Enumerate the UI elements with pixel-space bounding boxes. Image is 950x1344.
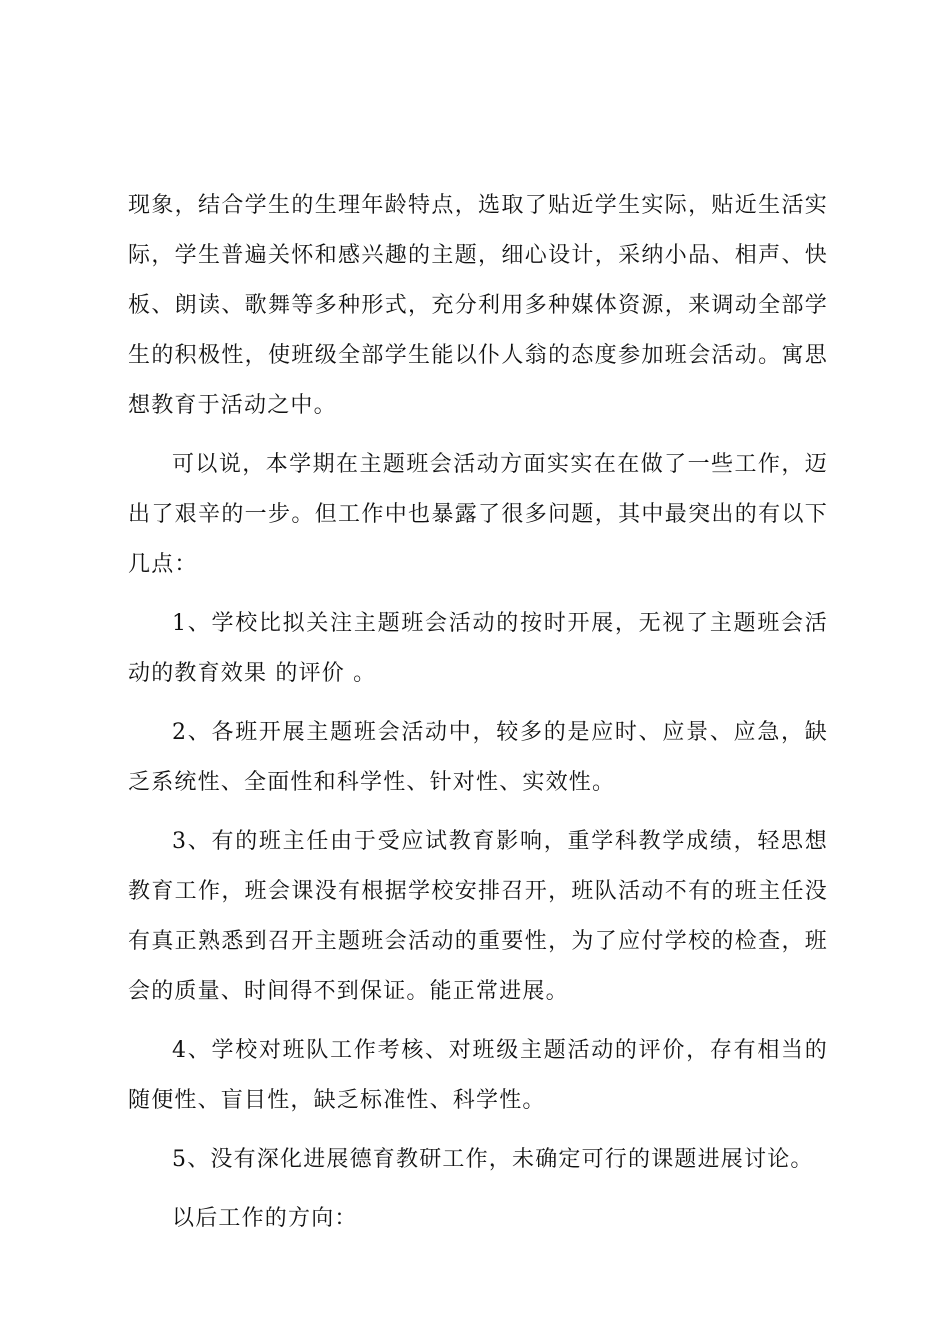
document-body <box>128 181 828 1253</box>
paragraph-problem-4: 4、学校对班队工作考核、对班级主题活动的评价，存有相当的随便性、盲目性，缺乏标准性、科学性。 <box>128 1038 828 1113</box>
paragraph-problem-2: 2、各班开展主题班会活动中，较多的是应时、应景、应急，缺乏系统性、全面性和科学性、针对性、实效性。 <box>128 720 828 795</box>
paragraph-problem-3: 3、有的班主任由于受应试教育影响，重学科教学成绩，轻思想教育工作，班会课没有根据学校安排召开，班队活动不有的班主任没有真正熟悉到召开主题班会活动的重要性，为了应付学校的检查，班会的质量、时间得不到保证。能正常进展。 <box>128 829 828 1004</box>
paragraph-summary: 可以说，本学期在主题班会活动方面实实在在做了一些工作，迈出了艰辛的一步。但工作中也暴露了很多问题，其中最突出的有以下几点： <box>128 452 828 577</box>
paragraph-problem-5: 5、没有深化进展德育教研工作，未确定可行的课题进展讨论。 <box>172 1147 814 1172</box>
paragraph-future-direction: 以后工作的方向： <box>172 1206 358 1231</box>
paragraph-intro-continuation: 现象，结合学生的生理年龄特点，选取了贴近学生实际，贴近生活实际，学生普遍关怀和感兴趣的主题，细心设计，采纳小品、相声、快板、朗读、歌舞等多种形式，充分利用多种媒体资源，来调动全部学生的积极性，使班级全部学生能以仆人翁的态度参加班会活动。寓思想教育于活动之中。 <box>128 193 828 418</box>
paragraph-problem-1: 1、学校比拟关注主题班会活动的按时开展，无视了主题班会活动的教育效果 的评价 。 <box>128 611 828 686</box>
